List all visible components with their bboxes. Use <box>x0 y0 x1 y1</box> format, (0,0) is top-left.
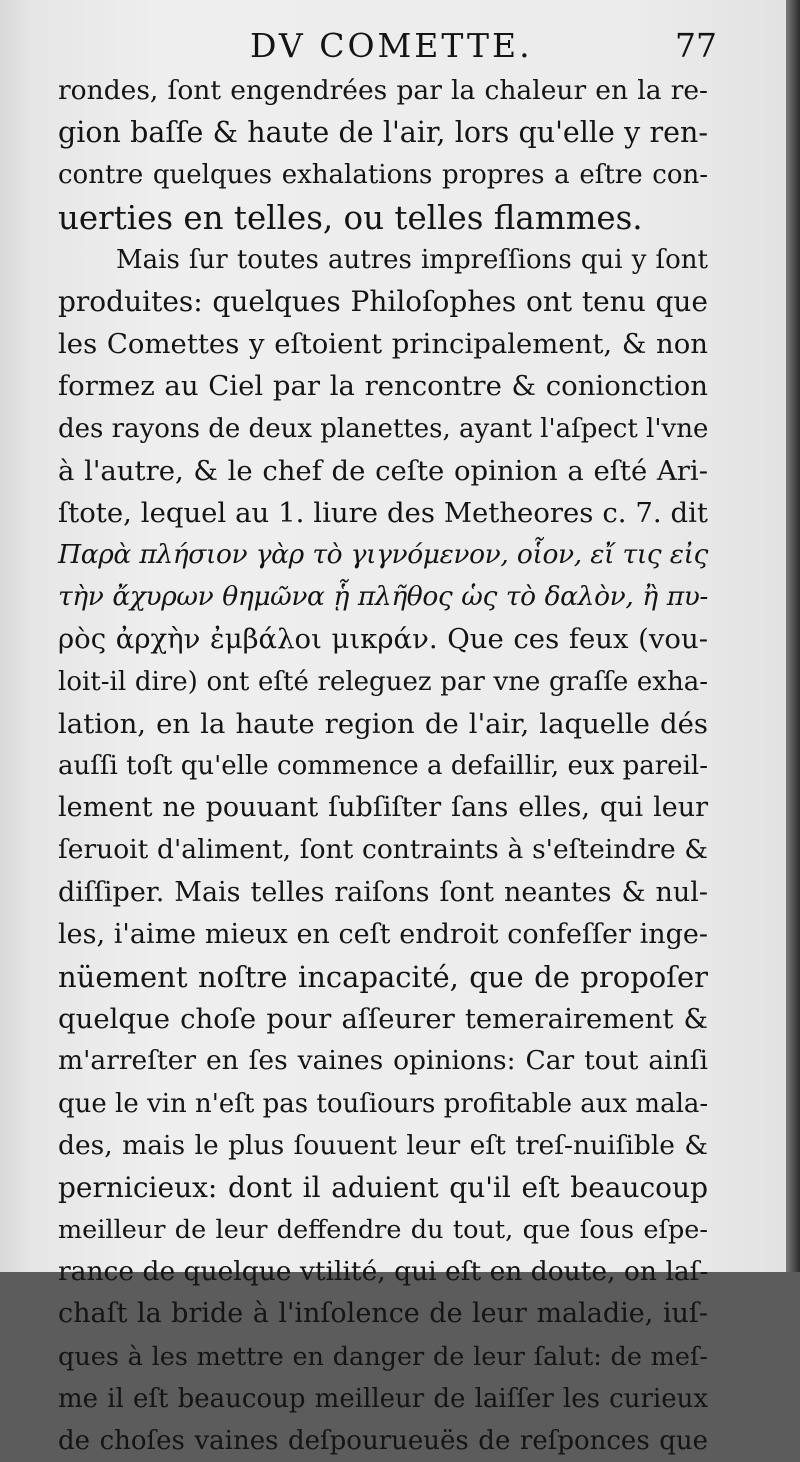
text-line: ſeruoit d'aliment, ſont contraints à s'eſteindre & <box>58 834 708 866</box>
text-line: rance de quelque vtilité, qui eſt en doute, on laſ- <box>58 1256 709 1288</box>
page-gutter <box>786 0 800 1272</box>
greek-quote-line: Παρὰ πλήσιον γὰρ τὸ γιγνόμενον, οἷον, εἴ τις εἰς <box>58 539 708 571</box>
text-line: auſſi toſt qu'elle commence a defaillir, eux pareil- <box>58 751 708 781</box>
text-line: de choſes vaines deſpourueuës de reſponces que <box>58 1426 708 1456</box>
text-line: ques à les mettre en danger de leur ſalut: de meſ- <box>58 1341 708 1372</box>
text-line: loit-il dire) ont eſté releguez par vne graſſe exha- <box>58 666 708 697</box>
text-line: rondes, ſont engendrées par la chaleur en la re- <box>58 75 708 106</box>
page-number: 77 <box>675 26 717 65</box>
text-line: quelque choſe pour aſſeurer temerairement & <box>58 1003 708 1036</box>
text-line: uerties en telles, ou telles flammes. <box>58 198 643 237</box>
text-line: formez au Ciel par la rencontre & conionction <box>58 370 708 403</box>
text-line: pernicieux: dont il aduient qu'il eſt beaucoup <box>58 1170 708 1204</box>
text-line: les, i'aime mieux en ceſt endroit confeſſer inge- <box>58 918 708 950</box>
text-line: lation, en la haute region de l'air, laquelle dés <box>58 707 708 740</box>
running-head: DV COMETTE. <box>250 26 533 65</box>
text-line: ſtote, lequel au 1. liure des Metheores c. 7. dit <box>58 496 708 529</box>
text-line: à l'autre, & le chef de ceſte opinion a eſté Ari- <box>58 454 708 487</box>
text-line: ρὸς ἀρχὴν ἐμβάλοι μικράν. Que ces feux (vou- <box>58 623 708 656</box>
text-line: diſſiper. Mais telles raiſons ſont neantes & nul- <box>58 876 708 908</box>
text-line: chaſt la bride à l'inſolence de leur maladie, iuſ- <box>58 1298 708 1330</box>
text-line: meilleur de leur deffendre du tout, que ſous eſpe- <box>58 1215 708 1246</box>
text-line: produites: quelques Philoſophes ont tenu que <box>58 284 708 318</box>
text-line: nüement noſtre incapacité, que de propoſer <box>58 959 708 994</box>
text-line: que le vin n'eſt pas touſiours profitable aux mala- <box>58 1088 709 1119</box>
body-text <box>58 70 708 1462</box>
text-line: les Comettes y eſtoient principalement, & non <box>58 328 708 361</box>
text-line: lement ne pouuant ſubſiſter ſans elles, qui leur <box>58 792 708 824</box>
text-line: des, mais le plus ſouuent leur eſt treſ-nuiſible & <box>58 1129 708 1161</box>
greek-quote-line: τὴν ἄχυρων θημῶνα ᾗ πλῆθος ὡς τὸ δαλὸν, ἢ πυ- <box>58 581 708 613</box>
text-line: me il eſt beaucoup meilleur de laiſſer les curieux <box>58 1383 708 1414</box>
text-line: contre quelques exhalations propres a eſtre con- <box>58 160 708 191</box>
text-line: des rayons de deux planettes, ayant l'aſpect l'vne <box>58 413 709 444</box>
text-line: gion baſſe & haute de l'air, lors qu'elle y ren- <box>58 116 708 150</box>
page-header <box>0 22 786 72</box>
text-line: Mais ſur toutes autres impreſſions qui y ſont <box>116 244 708 275</box>
text-line: m'arreſter en ſes vaines opinions: Car tout ainſi <box>58 1045 708 1077</box>
